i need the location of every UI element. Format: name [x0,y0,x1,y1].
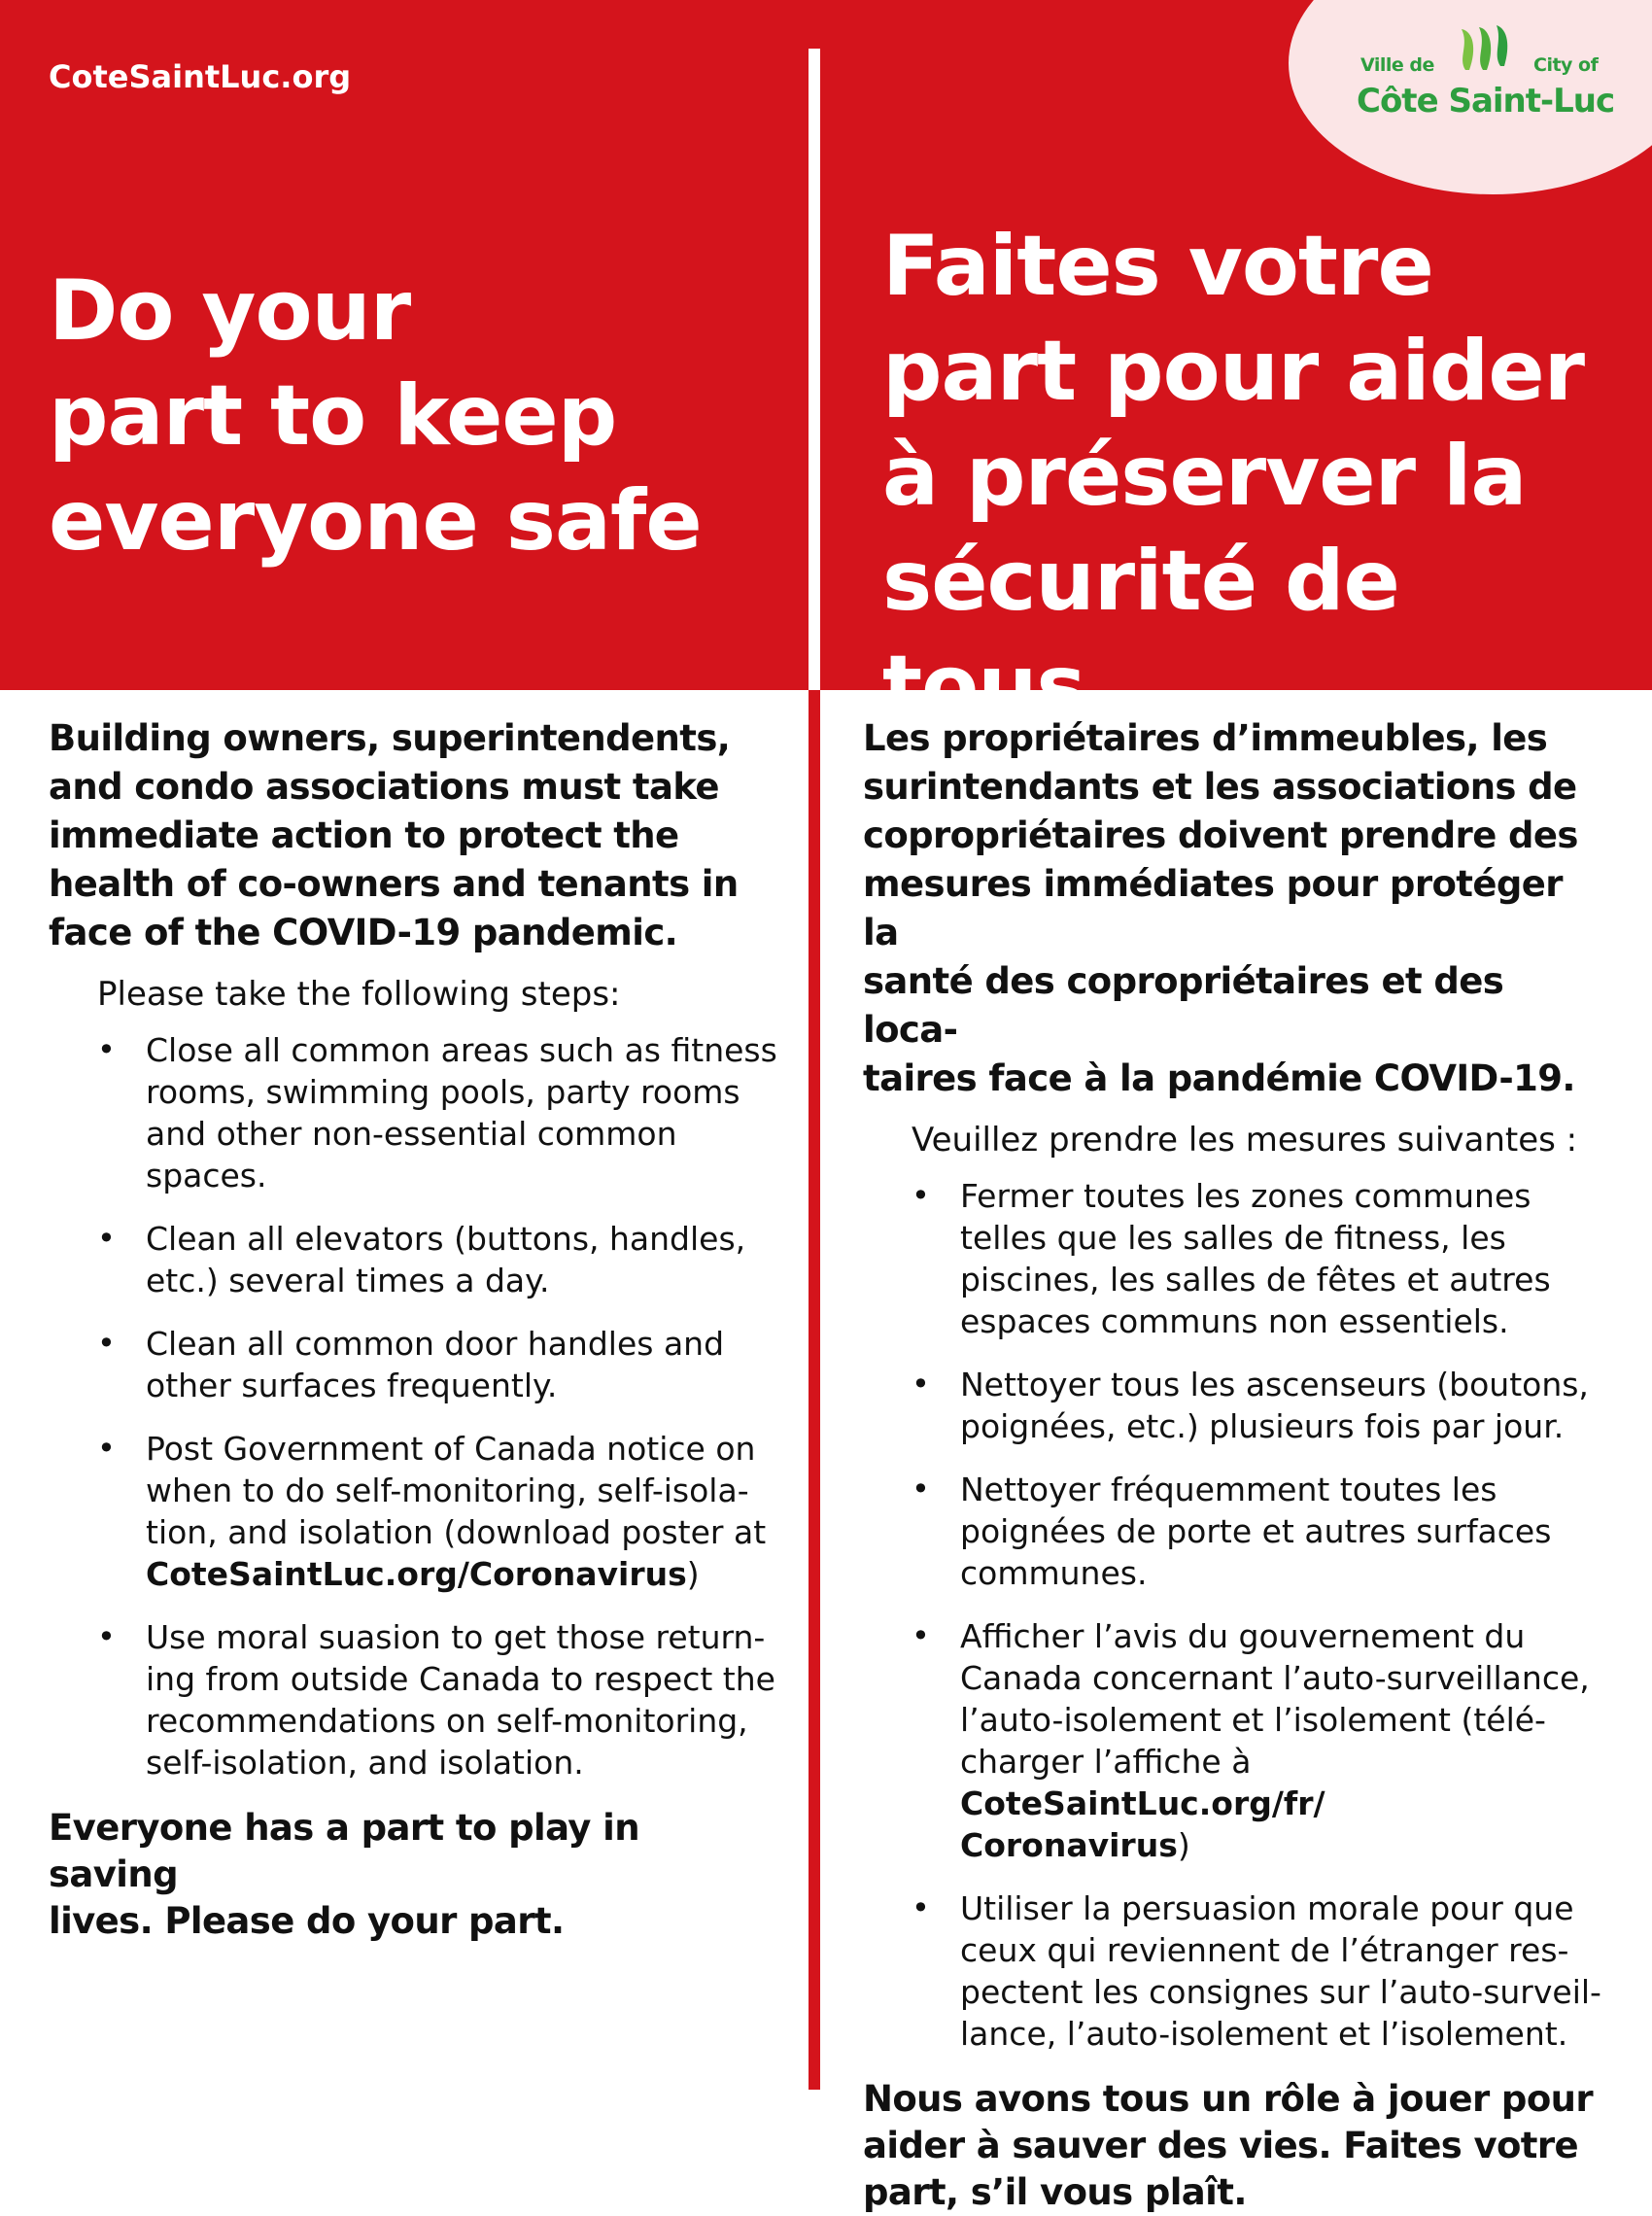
logo-ville-de: Ville de [1360,54,1434,76]
english-closing: Everyone has a part to play in saving lives. Please do your part. [49,1807,639,1942]
english-intro: Please take the following steps: [97,975,621,1014]
french-step-4-text: Afficher l’avis du gouvernement du Canada concernant l’auto-surveillance, l’auto-isolement et l’isolement (télé- charger l’affiche à [960,1617,1590,1781]
english-steps-list [49,1029,777,1783]
logo-city-of: City of [1533,54,1599,76]
french-step-1: • Fermer toutes les zones communes telles que les salles de fitness, les piscines, les salles de fêtes et autres espaces communs non essentiels. [863,1175,1601,1342]
french-intro: Veuillez prendre les mesures suivantes : [912,1121,1578,1160]
english-step-3: • Clean all common door handles and other surfaces frequently. [49,1323,777,1406]
french-step-5: • Utiliser la persuasion morale pour que ceux qui reviennent de l’étranger res- pectent les consignes sur l’auto-surveil- lance, l’auto-isolement et l’isolement. [863,1887,1601,2055]
english-step-1: • Close all common areas such as fitness rooms, swimming pools, party rooms and other non-essential common spaces. [49,1029,777,1196]
french-step-2: • Nettoyer tous les ascenseurs (boutons, poignées, etc.) plusieurs fois par jour. [863,1364,1601,1447]
english-step-4-end: ) [686,1555,700,1593]
french-step-4 [863,1615,1601,1866]
english-step-2: • Clean all elevators (buttons, handles, etc.) several times a day. [49,1218,777,1301]
headline-english: Do your part to keep everyone safe [49,262,702,570]
french-steps-list [863,1175,1601,2055]
english-step-5: • Use moral suasion to get those return- ing from outside Canada to respect the recommendations on self-monitoring, self-isolation, and isolation. [49,1616,777,1783]
city-logo [1351,19,1613,126]
logo-city-name: Côte Saint-Luc [1357,82,1615,121]
english-lead: Building owners, superintendents, and condo associations must take immediate action to protect the health of co-owners and tenants in face of the COVID-19 pandemic. [49,717,739,953]
french-lead: Les propriétaires d’immeubles, les surintendants et les associations de copropriétaires doivent prendre des mesures immédiates pour protéger la santé des copropriétaires et des loca- taires face à la pandémie COVID-19. [863,717,1578,1099]
french-step-4-end: ) [1177,1826,1190,1864]
leaf-logo-icon [1448,19,1516,78]
french-closing: Nous avons tous un rôle à jouer pour aider à sauver des vies. Faites votre part, s’il vous plaît. [863,2078,1594,2213]
french-coronavirus-link[interactable]: CoteSaintLuc.org/fr/ Coronavirus [960,1784,1325,1864]
column-divider-bottom [809,690,820,2090]
headline-french: Faites votre part pour aider à préserver la sécurité de tous [882,218,1585,735]
english-column [49,714,777,1945]
french-step-3: • Nettoyer fréquemment toutes les poignées de porte et autres surfaces communes. [863,1469,1601,1594]
french-column [863,714,1601,2216]
column-divider-top [809,49,820,690]
english-step-4-text: Post Government of Canada notice on when to do self-monitoring, self-isola- tion, and isolation (download poster at [146,1430,767,1551]
english-step-4 [49,1428,777,1595]
site-url[interactable]: CoteSaintLuc.org [49,58,352,95]
english-coronavirus-link[interactable]: CoteSaintLuc.org/Coronavirus [146,1555,687,1593]
